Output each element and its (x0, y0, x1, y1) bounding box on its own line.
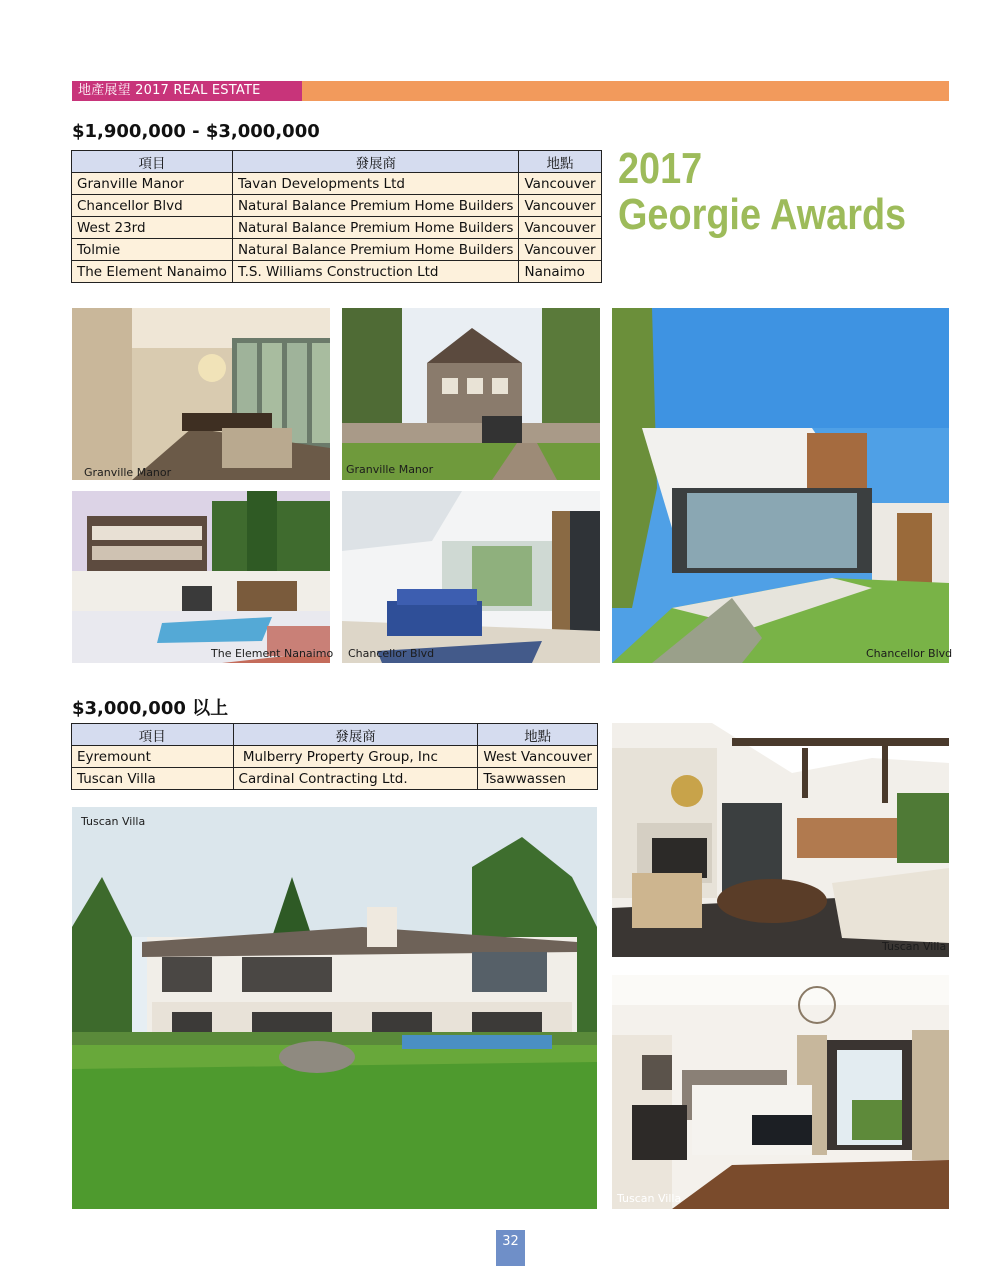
photo-caption: Chancellor Blvd (866, 647, 953, 660)
section-title-price-over: $3,000,000 以上 (72, 698, 229, 719)
table-header-row (72, 724, 598, 746)
photo-caption: Tuscan Villa (882, 940, 947, 953)
table-header-row (72, 151, 602, 173)
location-cell: Vancouver (519, 195, 601, 217)
tuscan-villa-exterior-photo (72, 807, 597, 1209)
developer-cell: Cardinal Contracting Ltd. (233, 768, 478, 790)
column-header-project: 項目 (72, 724, 234, 746)
awards-table-1 (71, 150, 602, 283)
project-cell: The Element Nanaimo (72, 261, 233, 283)
location-cell: Tsawwassen (478, 768, 598, 790)
column-header-location: 地點 (519, 151, 601, 173)
awards-table-2 (71, 723, 598, 790)
developer-cell: Tavan Developments Ltd (232, 173, 519, 195)
photo-caption: The Element Nanaimo (211, 647, 334, 660)
photo-caption: Tuscan Villa (81, 815, 146, 828)
granville-manor-interior-photo (72, 308, 330, 480)
element-nanaimo-photo (72, 491, 330, 663)
project-cell: West 23rd (72, 217, 233, 239)
developer-cell: Natural Balance Premium Home Builders (232, 239, 519, 261)
project-cell: Chancellor Blvd (72, 195, 233, 217)
project-cell: Tuscan Villa (72, 768, 234, 790)
column-header-developer: 發展商 (232, 151, 519, 173)
header-tag: 地產展望 2017 REAL ESTATE OUTLOOK (72, 81, 302, 101)
tuscan-villa-living-room-photo (612, 723, 949, 957)
developer-cell: T.S. Williams Construction Ltd (232, 261, 519, 283)
page-number: 32 (496, 1230, 525, 1266)
awards-heading (618, 144, 907, 239)
section-title-price-range: $1,900,000 - $3,000,000 (72, 121, 320, 142)
awards-name: Georgie Awards (618, 190, 907, 239)
table-row (72, 173, 602, 195)
project-cell: Tolmie (72, 239, 233, 261)
location-cell: Vancouver (519, 173, 601, 195)
project-cell: Eyremount (72, 746, 234, 768)
tuscan-villa-bedroom-photo (612, 975, 949, 1209)
chancellor-blvd-exterior-photo (612, 308, 949, 663)
project-cell: Granville Manor (72, 173, 233, 195)
table-row (72, 746, 598, 768)
column-header-developer: 發展商 (233, 724, 478, 746)
location-cell: West Vancouver (478, 746, 598, 768)
location-cell: Vancouver (519, 217, 601, 239)
column-header-project: 項目 (72, 151, 233, 173)
table-row (72, 261, 602, 283)
photo-caption: Granville Manor (346, 463, 434, 476)
developer-cell: Natural Balance Premium Home Builders (232, 217, 519, 239)
developer-cell: Mulberry Property Group, Inc (233, 746, 478, 768)
photo-caption: Chancellor Blvd (348, 647, 435, 660)
awards-year: 2017 (618, 144, 703, 193)
table-row (72, 195, 602, 217)
column-header-location: 地點 (478, 724, 598, 746)
table-row (72, 239, 602, 261)
location-cell: Vancouver (519, 239, 601, 261)
table-row (72, 768, 598, 790)
photo-caption: Granville Manor (84, 466, 172, 479)
table-row (72, 217, 602, 239)
developer-cell: Natural Balance Premium Home Builders (232, 195, 519, 217)
location-cell: Nanaimo (519, 261, 601, 283)
chancellor-blvd-interior-photo (342, 491, 600, 663)
granville-manor-exterior-photo (342, 308, 600, 480)
photo-caption: Tuscan Villa (617, 1192, 682, 1205)
